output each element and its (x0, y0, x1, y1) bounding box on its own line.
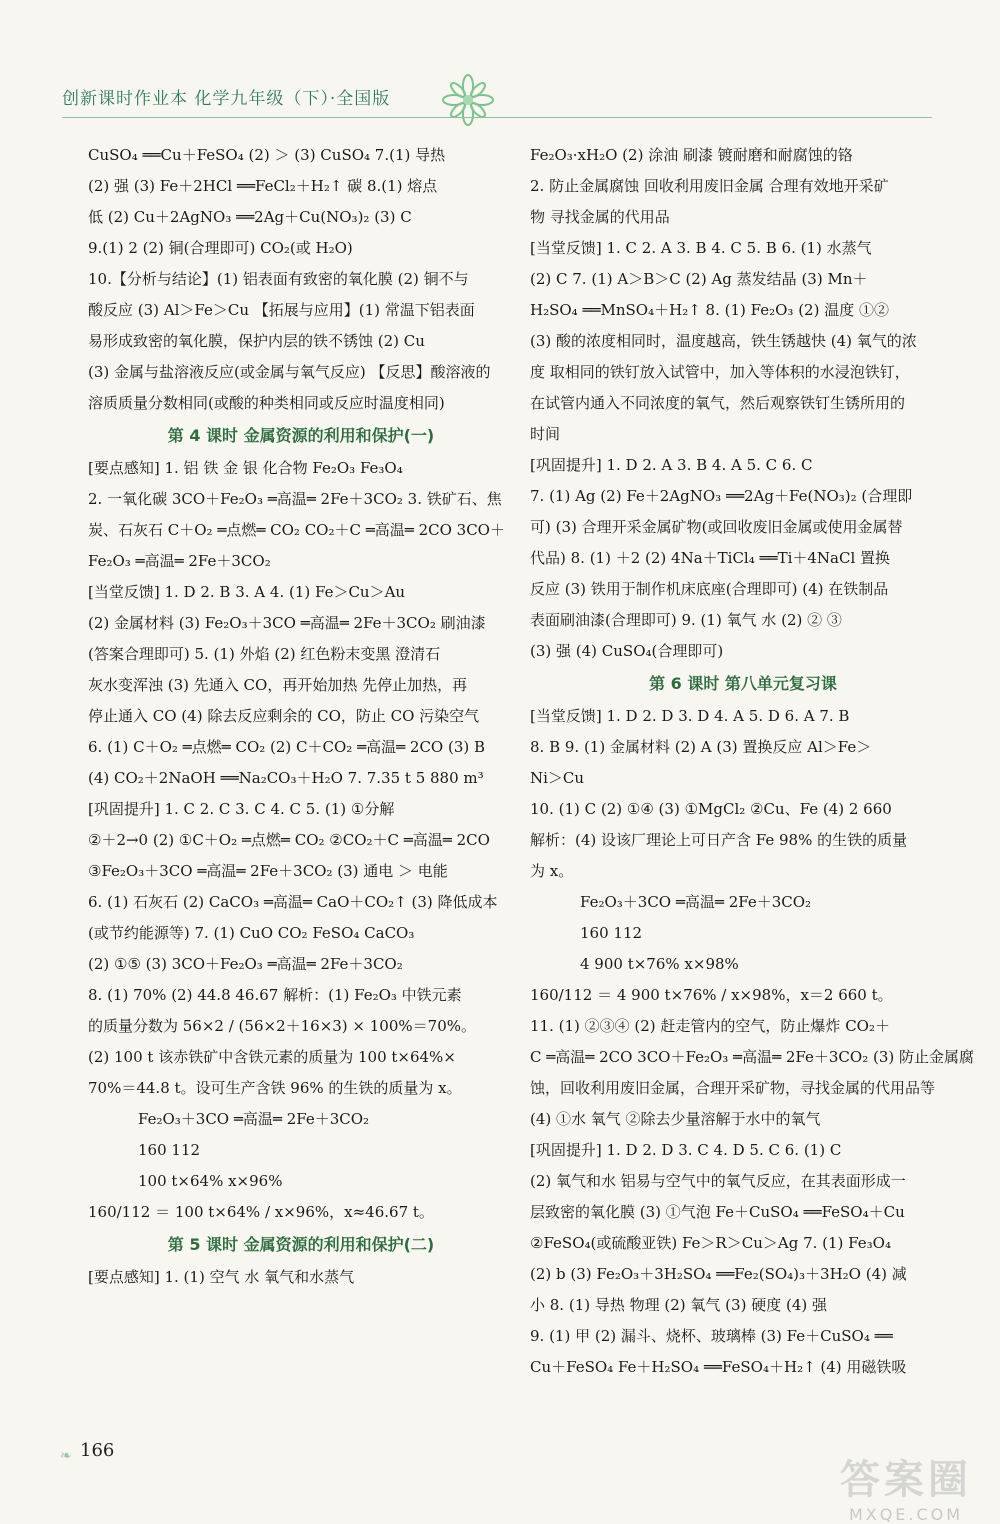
section-heading: 第 5 课时 金属资源的利用和保护(二) (167, 1235, 435, 1254)
answer-line: 7. (1) Ag (2) Fe＋2AgNO₃ ══2Ag＋Fe(NO₃)₂ (合理即 (530, 487, 913, 505)
watermark-logo: 答案圈 (840, 1457, 972, 1503)
equation-line: 160 112 (138, 1141, 201, 1159)
page-header: 创新课时作业本 化学九年级（下）·全国版 (62, 89, 391, 109)
answer-line: 炭、石灰石 C＋O₂ ═点燃═ CO₂ CO₂＋C ═高温═ 2CO 3CO＋ (88, 521, 505, 539)
page-number: 166 (80, 1440, 115, 1461)
answer-line: 表面刷油漆(合理即可) 9. (1) 氧气 水 (2) ② ③ (530, 611, 842, 629)
answer-line: 6. (1) 石灰石 (2) CaCO₃ ═高温═ CaO＋CO₂↑ (3) 降低成本 (88, 893, 498, 911)
answer-line: 时间 (530, 425, 561, 443)
answer-line: [巩固提升] 1. C 2. C 3. C 4. C 5. (1) ①分解 (88, 800, 395, 818)
answer-line: ③Fe₂O₃＋3CO ═高温═ 2Fe＋3CO₂ (3) 通电 ＞ 电能 (88, 862, 448, 880)
answer-line: 10. (1) C (2) ①④ (3) ①MgCl₂ ②Cu、Fe (4) 2 660 (530, 800, 892, 818)
answer-line: Fe₂O₃·xH₂O (2) 涂油 刷漆 镀耐磨和耐腐蚀的铬 (530, 146, 853, 164)
answer-line: 灰水变浑浊 (3) 先通入 CO，再开始加热 先停止加热，再 (88, 676, 468, 694)
answer-line: CuSO₄ ══Cu＋FeSO₄ (2) ＞ (3) CuSO₄ 7.(1) 导热 (88, 146, 446, 164)
equation-line: Fe₂O₃＋3CO ═高温═ 2Fe＋3CO₂ (138, 1110, 370, 1128)
watermark-url: MXQE.COM (848, 1505, 964, 1524)
equation-line: 4 900 t×76% x×98% (580, 955, 739, 973)
answer-line: 代品) 8. (1) ＋2 (2) 4Na＋TiCl₄ ══Ti＋4NaCl 置换 (530, 549, 891, 567)
answer-line: 8. (1) 70% (2) 44.8 46.67 解析：(1) Fe₂O₃ 中铁元素 (88, 986, 462, 1004)
answer-line: Cu＋FeSO₄ Fe＋H₂SO₄ ══FeSO₄＋H₂↑ (4) 用磁铁吸 (530, 1358, 907, 1376)
right-answer-column (530, 140, 974, 1383)
answer-line: 低 (2) Cu＋2AgNO₃ ══2Ag＋Cu(NO₃)₂ (3) C (88, 208, 412, 226)
answer-line: (3) 金属与盐溶液反应(或金属与氧气反应) 【反思】酸溶液的 (88, 363, 491, 381)
answer-line: 160/112 ＝ 100 t×64% / x×96%，x≈46.67 t。 (88, 1203, 434, 1221)
answer-line: [要点感知] 1. (1) 空气 水 氧气和水蒸气 (88, 1268, 355, 1286)
answer-line: 可) (3) 合理开采金属矿物(或回收废旧金属或使用金属替 (530, 518, 903, 536)
answer-line: 层致密的氧化膜 (3) ①气泡 Fe＋CuSO₄ ══FeSO₄＋Cu (530, 1203, 905, 1221)
answer-line: (2) 100 t 该赤铁矿中含铁元素的质量为 100 t×64%× (88, 1048, 456, 1066)
answer-line: (答案合理即可) 5. (1) 外焰 (2) 红色粉末变黑 澄清石 (88, 645, 441, 663)
answer-line: H₂SO₄ ══MnSO₄＋H₂↑ 8. (1) Fe₂O₃ (2) 温度 ①② (530, 301, 889, 319)
answer-line: 10.【分析与结论】(1) 铝表面有致密的氧化膜 (2) 铜不与 (88, 270, 469, 288)
answer-line: 的质量分数为 56×2 / (56×2＋16×3) × 100%＝70%。 (88, 1017, 476, 1035)
equation-line: 160 112 (580, 924, 643, 942)
answer-line: C ═高温═ 2CO 3CO＋Fe₂O₃ ═高温═ 2Fe＋3CO₂ (3) 防止金属腐 (530, 1048, 974, 1066)
answer-line: (或节约能源等) 7. (1) CuO CO₂ FeSO₄ CaCO₃ (88, 924, 415, 942)
answer-line: ②＋2→0 (2) ①C＋O₂ ═点燃═ CO₂ ②CO₂＋C ═高温═ 2CO (88, 831, 490, 849)
answer-line: 2. 一氧化碳 3CO＋Fe₂O₃ ═高温═ 2Fe＋3CO₂ 3. 铁矿石、焦 (88, 490, 502, 508)
answer-line: 蚀，回收利用废旧金属，合理开采矿物，寻找金属的代用品等 (530, 1079, 936, 1097)
answer-line: ②FeSO₄(或硫酸亚铁) Fe＞R＞Cu＞Ag 7. (1) Fe₃O₄ (530, 1234, 891, 1252)
watermark (840, 1448, 972, 1524)
answer-line: 70%＝44.8 t。设可生产含铁 96% 的生铁的质量为 x。 (88, 1079, 462, 1097)
equation-line: Fe₂O₃＋3CO ═高温═ 2Fe＋3CO₂ (580, 893, 812, 911)
answer-line: [当堂反馈] 1. D 2. D 3. D 4. A 5. D 6. A 7. B (530, 707, 850, 725)
header-rule (62, 117, 932, 118)
answer-line: 物 寻找金属的代用品 (530, 208, 670, 226)
answer-line: 酸反应 (3) Al＞Fe＞Cu 【拓展与应用】(1) 常温下铝表面 (88, 301, 475, 319)
answer-line: [当堂反馈] 1. D 2. B 3. A 4. (1) Fe＞Cu＞Au (88, 583, 406, 601)
flower-decoration-icon (440, 72, 496, 128)
section-heading: 第 6 课时 第八单元复习课 (649, 674, 837, 693)
answer-line: 解析：(4) 设该厂理论上可日产含 Fe 98% 的生铁的质量 (530, 831, 908, 849)
answer-line: 9. (1) 甲 (2) 漏斗、烧杯、玻璃棒 (3) Fe＋CuSO₄ ══ (530, 1327, 893, 1345)
answer-line: [要点感知] 1. 铝 铁 金 银 化合物 Fe₂O₃ Fe₃O₄ (88, 459, 403, 477)
answer-line: 8. B 9. (1) 金属材料 (2) A (3) 置换反应 Al＞Fe＞ (530, 738, 872, 756)
answer-line: (2) C 7. (1) A＞B＞C (2) Ag 蒸发结晶 (3) Mn＋ (530, 270, 868, 288)
answer-line: 11. (1) ②③④ (2) 赶走管内的空气，防止爆炸 CO₂＋ (530, 1017, 890, 1035)
answer-line: (4) CO₂＋2NaOH ══Na₂CO₃＋H₂O 7. 7.35 t 5 880 m³ (88, 769, 484, 787)
answer-line: 停止通入 CO (4) 除去反应剩余的 CO，防止 CO 污染空气 (88, 707, 480, 725)
answer-line: (2) b (3) Fe₂O₃＋3H₂SO₄ ══Fe₂(SO₄)₃＋3H₂O (4) 减 (530, 1265, 907, 1283)
answer-line: [巩固提升] 1. D 2. D 3. C 4. D 5. C 6. (1) C (530, 1141, 842, 1159)
answer-line: (4) ①水 氧气 ②除去少量溶解于水中的氧气 (530, 1110, 821, 1128)
answer-line: 2. 防止金属腐蚀 回收利用废旧金属 合理有效地开采矿 (530, 177, 889, 195)
answer-line: (3) 酸的浓度相同时，温度越高，铁生锈越快 (4) 氧气的浓 (530, 332, 917, 350)
answer-line: Ni＞Cu (530, 769, 585, 787)
answer-line: 溶质质量分数相同(或酸的种类相同或反应时温度相同) (88, 394, 445, 412)
answer-line: (2) 强 (3) Fe＋2HCl ══FeCl₂＋H₂↑ 碳 8.(1) 熔点 (88, 177, 438, 195)
answer-line: 6. (1) C＋O₂ ═点燃═ CO₂ (2) C＋CO₂ ═高温═ 2CO (3) B (88, 738, 486, 756)
answer-line: [巩固提升] 1. D 2. A 3. B 4. A 5. C 6. C (530, 456, 813, 474)
answer-line: 小 8. (1) 导热 物理 (2) 氧气 (3) 硬度 (4) 强 (530, 1296, 827, 1314)
answer-line: [当堂反馈] 1. C 2. A 3. B 4. C 5. B 6. (1) 水蒸气 (530, 239, 872, 257)
left-answer-column (88, 140, 514, 1293)
answer-line: 为 x。 (530, 862, 574, 880)
answer-line: (2) 氧气和水 铝易与空气中的氧气反应，在其表面形成一 (530, 1172, 906, 1190)
answer-line: Fe₂O₃ ═高温═ 2Fe＋3CO₂ (88, 552, 271, 570)
answer-line: (2) ①⑤ (3) 3CO＋Fe₂O₃ ═高温═ 2Fe＋3CO₂ (88, 955, 403, 973)
answer-line: (2) 金属材料 (3) Fe₂O₃＋3CO ═高温═ 2Fe＋3CO₂ 刷油漆 (88, 614, 486, 632)
page-number-leaf-icon: ❧ (60, 1448, 72, 1464)
answer-line: 在试管内通入不同浓度的氧气，然后观察铁钉生锈所用的 (530, 394, 906, 412)
answer-line: 反应 (3) 铁用于制作机床底座(合理即可) (4) 在铁制品 (530, 580, 889, 598)
answer-line: 度 取相同的铁钉放入试管中，加入等体积的水浸泡铁钉， (530, 363, 910, 381)
answer-line: (3) 强 (4) CuSO₄(合理即可) (530, 642, 724, 660)
section-heading: 第 4 课时 金属资源的利用和保护(一) (167, 426, 435, 445)
answer-line: 160/112 ＝ 4 900 t×76% / x×98%，x＝2 660 t。 (530, 986, 893, 1004)
answer-line: 易形成致密的氧化膜，保护内层的铁不锈蚀 (2) Cu (88, 332, 425, 350)
answer-line: 9.(1) 2 (2) 铜(合理即可) CO₂(或 H₂O) (88, 239, 353, 257)
equation-line: 100 t×64% x×96% (138, 1172, 283, 1190)
